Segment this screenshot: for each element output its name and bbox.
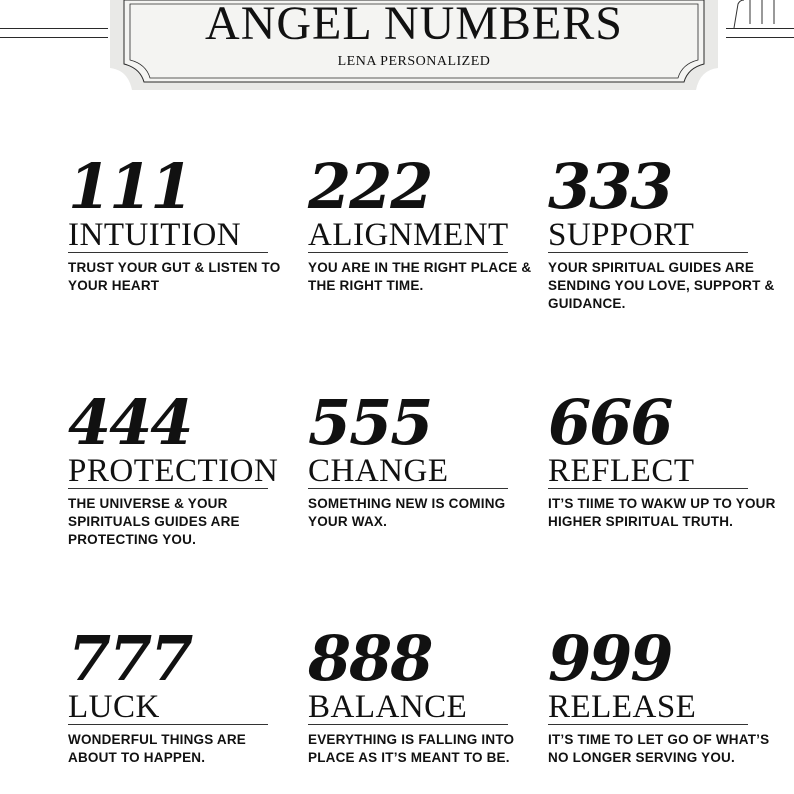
angel-number-card [548,386,778,531]
angel-number-card [308,622,538,767]
angel-meaning-description: THE UNIVERSE & YOUR SPIRITUALS GUIDES ARE PROTECTING YOU. [68,496,240,547]
angel-meaning-description: IT’S TIIME TO WAKW UP TO YOUR HIGHER SPIRITUAL TRUTH. [548,496,776,529]
angel-number: 333 [548,150,672,223]
angel-meaning-word: PROTECTION [68,453,279,489]
page-subtitle: LENA PERSONALIZED [337,54,491,69]
angel-meaning-word: SUPPORT [548,217,695,253]
angel-meaning-word: LUCK [68,689,160,725]
angel-meaning-description: EVERYTHING IS FALLING INTO PLACE AS IT’S MEANT TO BE. [308,732,515,765]
title-plaque [110,0,718,94]
angel-meaning-description: IT’S TIME TO LET GO OF WHAT’S NO LONGER SERVING YOU. [548,732,770,765]
angel-number: 222 [308,150,432,223]
angel-number-card [548,150,778,313]
angel-meaning-word: INTUITION [68,217,242,253]
angel-meaning-word: ALIGNMENT [308,217,509,253]
header-divider-right [726,28,794,29]
angel-meaning-word: BALANCE [308,689,468,725]
angel-number-card [308,386,538,531]
angel-number: 999 [548,622,672,695]
angel-number-card [548,622,778,767]
angel-number-card [68,386,298,549]
angel-meaning-description: WONDERFUL THINGS ARE ABOUT TO HAPPEN. [68,732,246,765]
angel-number: 666 [548,386,672,459]
angel-meaning-description: TRUST YOUR GUT & LISTEN TO YOUR HEART [68,260,281,293]
angel-number-card [308,150,538,295]
angel-number: 888 [308,622,432,695]
angel-number-card [68,150,298,295]
page-title: ANGEL NUMBERS [205,0,623,50]
header-divider-left [0,28,108,29]
angel-meaning-word: CHANGE [308,453,449,489]
angel-number-card [68,622,298,767]
angel-meaning-description: SOMETHING NEW IS COMING YOUR WAX. [308,496,506,529]
angel-meaning-description: YOUR SPIRITUAL GUIDES ARE SENDING YOU LOVE, SUPPORT & GUIDANCE. [548,260,775,311]
angel-meaning-word: RELEASE [548,689,697,725]
angel-meaning-word: REFLECT [548,453,695,489]
angel-meaning-description: YOU ARE IN THE RIGHT PLACE & THE RIGHT TIME. [308,260,532,293]
angel-number: 555 [308,386,432,459]
corner-ornament-icon [728,0,788,28]
angel-number: 111 [68,150,192,223]
angel-number: 444 [68,386,192,459]
angel-number: 777 [68,622,192,695]
